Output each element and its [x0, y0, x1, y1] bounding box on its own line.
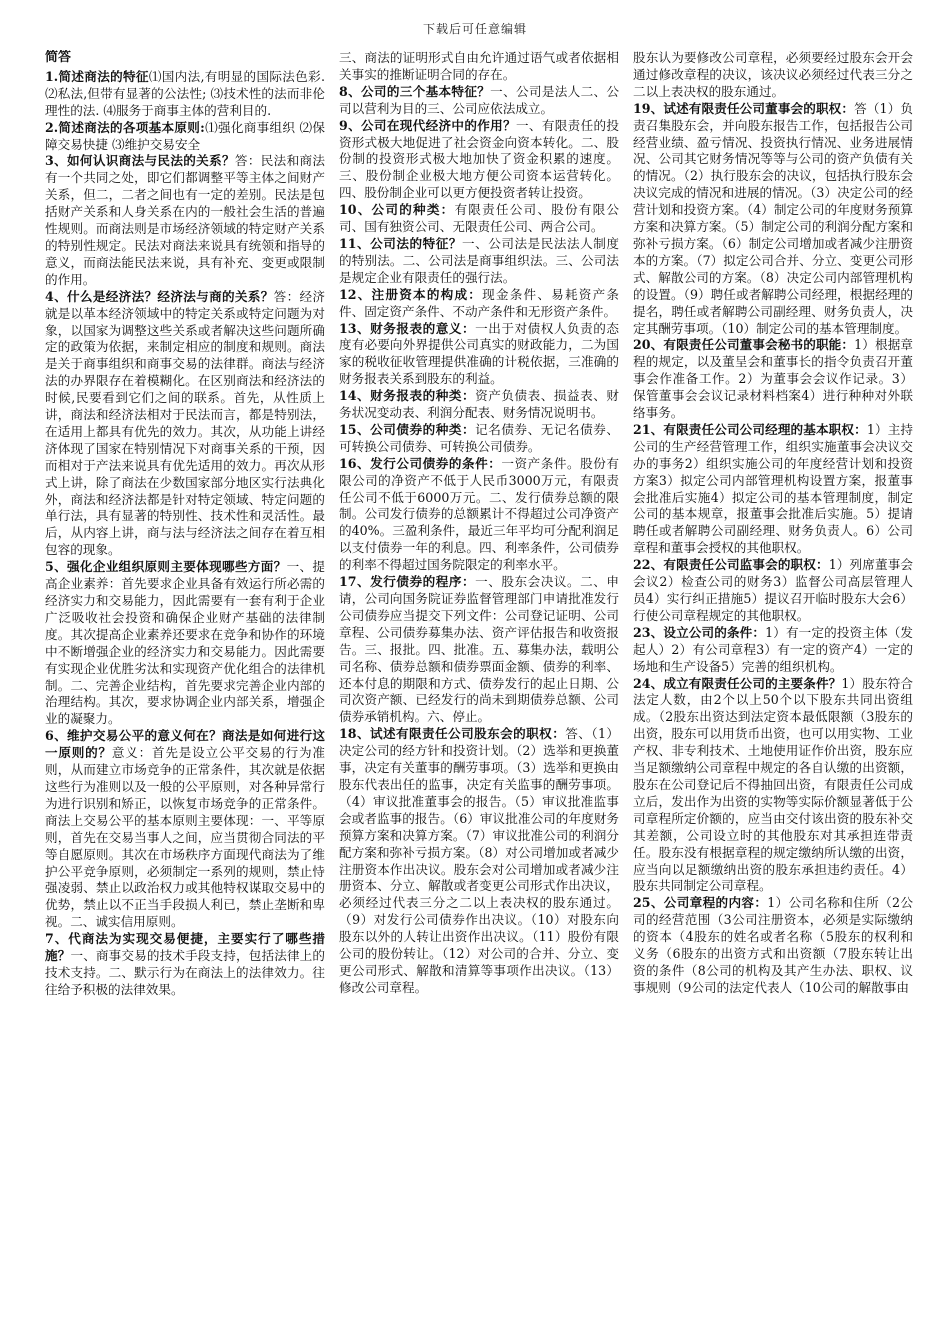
- question-title: 20、有限责任公司董事会秘书的职能：: [633, 337, 855, 353]
- qa-paragraph: [339, 321, 619, 389]
- answer-text: ⑴国内法,有明显的国际法色彩. ⑵私法,但带有显著的公法性; ⑶技术性的法而非伦理性的法. ⑷服务于商事主体的营利目的.: [45, 68, 325, 118]
- qa-paragraph: [633, 895, 913, 996]
- question-title: 11、公司法的特征？: [339, 235, 463, 251]
- question-title: 18、试述有限责任公司股东会的职权：: [339, 726, 566, 742]
- qa-paragraph: [339, 726, 619, 997]
- qa-paragraph: [633, 557, 913, 625]
- answer-text: 有限责任公司、股份有限公司、国有独资公司、无限责任公司、两合公司。: [339, 202, 619, 235]
- answer-text: 意义：首先是设立公平交易的行为准则，从而建立市场竞争的正常条件，其次就是依据这些行为准则以及一般的公平原则，对各种异常行为进行识别和矫正，以恢复市场竞争的正常条件。商法上交易公平的基本原则主要体现：一、平等原则，首先在交易当事人之间，应当贯彻合同法的平等自愿原则。其次在市场秩序方面现代商法为了维护公平竞争原则，必须制定一系列的规则，禁止恃强凌弱、禁止以政治权力或其他特权谋取交易中的优势，禁止以不正当手段损人利已，禁止垄断和卑视。二、诚实信用原则。: [45, 745, 325, 930]
- qa-paragraph: [45, 289, 325, 560]
- question-title: 24、成立有限责任公司的主要条件？: [633, 675, 842, 691]
- answer-text: ⑴强化商事组织 ⑵保障交易快捷 ⑶维护交易安全: [45, 119, 325, 152]
- answer-text: 1）股东符合法定人数，由2个以上50个以下股东共同出资组成。（2股东出资达到法定资本最低限额（3股东的出资，股东可以用货币出资，也可以用实物、工业产权、非专利技术、土地使用证作价出资，股东应当足额缴纳公司章程中规定的各自认缴的出资额，股东在公司登记后不得抽回出资，有限责任公司成立后，发出作为出资的实物等实际价额显著低于公司章程所定价额的，应当由交付该出资的股东补交其差额，公司设立时的其他股东对其承担连带责任。股东没有根据章程的规定缴纳所认缴的出资，应当向以足额缴纳出资的股东承担违约责任。4）股东共同制定公司章程。: [633, 675, 913, 894]
- question-title: 25、公司章程的内容：: [633, 895, 768, 911]
- answer-text: 现金条件、易耗资产条件、固定资产条件、不动产条件和无形资产条件。: [339, 286, 619, 319]
- qa-paragraph: [339, 50, 619, 84]
- question-title: 13、财务报表的意义：: [339, 320, 476, 336]
- question-title: 7、代商法为实现交易便捷，主要实行了哪些措施？: [45, 931, 325, 964]
- answer-text: 记名债券、无记名债券、可转换公司债券、可转换公司债券。: [339, 421, 619, 454]
- answer-text: 一、公司是法人二、公司以营利为目的三、公司应依法成立。: [339, 83, 619, 116]
- answer-text: 一、提高企业素养：首先要求企业具备有效运行所必需的经济实力和交易能力，因此需要有一套有利于企业广泛吸收社会投资和确保企业财产基础的法律制度。其次提高企业素养还要求在竞争和协作的环境中不断增强企业的经济实力和交易能力。因此需要有实现企业优胜劣汰和实现资产优化组合的法律机制。二、完善企业结构，首先要求完善企业内部的治理结构。其次，要求协调企业内部关系，增强企业的凝聚力。: [45, 559, 325, 727]
- column-right: [633, 50, 913, 1336]
- answer-text: 1）根据章程的规定，以及董呈会和董事长的指令负责召开董事会作准备工作。2）为董事会会议作记录。3）保管董事会会议记录材料档案4）进行种种对外联络事务。: [633, 337, 913, 421]
- answer-text: 一、公司法是民法法人制度的特别法。二、公司法是商事组织法。三、公司法是规定企业有限责任的强行法。: [339, 235, 619, 285]
- answer-text: 资产负债表、损益表、财务状况变动表、利润分配表、财务情况说明书。: [339, 388, 619, 421]
- qa-paragraph: [339, 84, 619, 118]
- question-title: 5、强化企业组织原则主要体现哪些方面？: [45, 559, 287, 575]
- qa-paragraph: [633, 101, 913, 338]
- question-title: 6、维护交易公平的意义何在？商法是如何进行这一原则的？: [45, 728, 325, 761]
- qa-paragraph: [45, 69, 325, 120]
- answer-text: 1）公司名称和住所（2公司的经营范围（3公司注册资本，必须是实际缴纳的资本（4股东的姓名或者名称（5股东的权利和义务（6股东的出资方式和出资额（7股东转让出资的条件（8公司的机构及其产生办法、职权、议事规则（9公司的法定代表人（10公司的解散事由: [633, 895, 913, 995]
- answer-text: 股东认为要修改公司章程，必须要经过股东会开会通过修改章程的决议，该决议必须经过代表三分之二以上表决权的股东通过。: [633, 50, 913, 99]
- qa-paragraph: [339, 118, 619, 203]
- answer-text: 一、商事交易的技术手段支持，包括法律上的技术支持。二、默示行为在商法上的法律效力。往往给予积极的法律效果。: [45, 948, 325, 997]
- answer-text: 一、有限责任的投资形式极大地促进了社会资金向资本转化。二、股份制的投资形式极大地加快了资金积累的速度。三、股份制企业极大地方便公司资本运营转化。四、股份制企业可以更方便投资者转让投资。: [339, 117, 619, 201]
- answer-text: 答：经济就是以革本经济领域中的特定关系或特定问题为对象，以国家为调整这些关系或者解决这些问题所确定的政策为依据，来制定相应的制度和规则。商法是关于商事组织和商事交易的法律群。商法与经济法的办界限存在着模糊化。在区别商法和经济法的时候,民要看到它们之间的联系。首先，从性质上讲，商法和经济法相对于民法而言，都是特别法，在适用上都具有优先的效力。其次，从功能上讲经济体现了国家在特别情况下对商事关系的干预，因而相对于产法来说具有优先适用的效力。再次从形式上讲，除了商法在少数国家部分地区实行法典化外，商法和经济法都是针对特定领域、特定问题的单行法，具有显著的特别性、技术性和灵活性。最后，从内容上讲，商与法与经济法之间存在着互相包容的现象。: [45, 288, 325, 558]
- answer-text: 一、股东会决议。二、申请，公司向国务院证券监督管理部门申请批准发行公司债券应当提交下列文件：公司登记证明、公司章程、公司债券募集办法、资产评估报告和收资报告。三、报批。四、批准。五、募集办法，载明公司名称、债券总额和债券票面金额、债券的利率、还本付息的期限和方式、债券发行的起止日期、公司次资产额、已经发行的尚未到期债券总额、公司债券承销机构。六、停止。: [339, 574, 619, 725]
- qa-paragraph: [45, 120, 325, 154]
- answer-text: 1）有一定的投资主体（发起人）2）有公司章程3）有一定的资产4）一定的场地和生产设备5）完善的组织机构。: [633, 624, 913, 674]
- qa-paragraph: [339, 456, 619, 574]
- question-title: 10、公司的种类：: [339, 202, 455, 218]
- question-title: 17、发行债券的程序：: [339, 574, 476, 590]
- question-title: 19、试述有限责任公司董事会的职权：: [633, 100, 855, 116]
- column-left: [45, 50, 325, 1336]
- qa-paragraph: [339, 287, 619, 321]
- question-title: 22、有限责任公司监事会的职权：: [633, 557, 829, 573]
- answer-text: 答、（1）决定公司的经方针和投资计划。（2）选举和更换董事，决定有关董事的酬劳事项。（3）选举和更换由股东代表出任的监事，决定有关监事的酬劳事项。（4）审议批准董事会的报告。（5）审议批准监事会或者监事的报告。（6）审议批准公司的年度财务预算方案和决算方案。（7）审议批准公司的利润分配方案和弥补亏损方案。（8）对公司增加或者减少注册资本作出决议。股东会对公司增加或者减少注册资本、分立、解散或者变更公司形式作出决议，必须经过代表三分之二以上表决权的股东通过。（9）对发行公司债券作出决议。（10）对股东向股东以外的人转让出资作出决议。（11）股份有限公司的股份转让。（12）对公司的合并、分立、变更公司形式、解散和清算等事项作出决议。（13）修改公司章程。: [339, 726, 619, 995]
- qa-paragraph: [45, 153, 325, 288]
- qa-paragraph: [633, 337, 913, 422]
- question-title: 1.简述商法的特征: [45, 68, 149, 84]
- qa-paragraph: [339, 388, 619, 422]
- answer-text: 1）列席董事会会议2）检查公司的财务3）监督公司高层管理人员4）实行纠正措施5）提议召开临时股东大会6）行使公司章程规定的其他职权。: [633, 557, 913, 623]
- qa-paragraph: [45, 931, 325, 999]
- question-title: 21、有限责任公司公司经理的基本职权：: [633, 421, 867, 437]
- qa-paragraph: [633, 625, 913, 676]
- qa-paragraph: [339, 202, 619, 236]
- qa-paragraph: [339, 422, 619, 456]
- answer-text: 1）主持公司的生产经营管理工作，组织实施董事会决议交办的事务2）组织实施公司的年度经营计划和投资方案3）拟定公司内部管理机构设置方案，报董事会批准后实施4）拟定公司的基本管理制度，制定公司的基本规章，报董事会批准后实施。5）提请聘任或者解聘公司副经理、财务负责人。6）公司章程和董事会授权的其他职权。: [633, 421, 913, 556]
- page-header: 下载后可任意编辑: [422, 22, 527, 36]
- question-title: 16、发行公司债券的条件：: [339, 455, 502, 471]
- qa-paragraph: [45, 728, 325, 931]
- question-title: 23、设立公司的条件：: [633, 624, 766, 640]
- question-title: 12、注册资本的构成：: [339, 286, 483, 302]
- column-middle: [339, 50, 619, 1336]
- qa-paragraph: [339, 236, 619, 287]
- answer-text: 一出于对债权人负责的态度有必要向外界提供公司真实的财政能力，二为国家的税收征收管理提供准确的计税依据，三准确的财务报表关系到股东的利益。: [339, 320, 619, 387]
- question-title: 14、财务报表的种类：: [339, 388, 476, 404]
- answer-text: 一资产条件。股份有限公司的净资产不低于人民币3000万元，有限责任公司不低于6000万元。二、发行债券总额的限制。公司发行债券的总额累计不得超过公司净资产的40%。三盈利条件，最近三年平均可分配利润足以支付债券一年的利息。四、利率条件，公司债券的利率不得超过国务院限定的利率水平。: [339, 455, 619, 573]
- document-columns: [45, 50, 913, 1336]
- qa-paragraph: [633, 676, 913, 896]
- question-title: 4、什么是经济法？经济法与商的关系？: [45, 288, 274, 304]
- qa-paragraph: [633, 422, 913, 557]
- answer-text: 答（1）负责召集股东会，并向股东报告工作，包括报告公司经营业绩、盈亏情况、投资执行情况、业务进展情况、公司其它财务情况等等与公司的资产负债有关的情况。（2）执行股东会的决议，包括执行股东会决议完成的情况和进展的情况。（3）决定公司的经营计划和投资方案。（4）制定公司的年度财务预算方案和决算方案。（5）制定公司的利润分配方案和弥补亏损方案。（6）制定公司增加或者减少注册资本的方案。（7）拟定公司合并、分立、变更公司形式、解散公司的方案。（8）决定公司内部管理机构的设置。（9）聘任或者解聘公司经理，根据经理的提名，聘任或者解聘公司副经理、财务负责人，决定其酬劳事项。（10）制定公司的基本管理制度。: [633, 100, 913, 336]
- question-title: 2.简述商法的各项基本原则:: [45, 119, 205, 135]
- qa-paragraph: [339, 574, 619, 726]
- question-title: 15、公司债券的种类：: [339, 421, 476, 437]
- section-title: 简答: [45, 50, 72, 65]
- answer-text: 三、商法的证明形式自由允许通过语气或者依据相关事实的推断证明合同的存在。: [339, 50, 619, 82]
- question-title: 3、如何认识商法与民法的关系？: [45, 153, 235, 169]
- question-title: 8、公司的三个基本特征？: [339, 83, 491, 99]
- answer-text: 答：民法和商法有一个共同之处，即它们都调整平等主体之间财产关系，但二，二者之间也有一定的差别。民法是包括财产关系和人身关系在内的一般社会生活的普遍性规则。而商法则是市场经济领域的特定财产关系的特别性规定。民法对商法来说具有统领和指导的意义，而商法能民法来说，具有补充、变更或限制的作用。: [45, 153, 325, 287]
- qa-paragraph: [45, 559, 325, 728]
- qa-paragraph: [633, 50, 913, 101]
- question-title: 9、公司在现代经济中的作用？: [339, 117, 516, 133]
